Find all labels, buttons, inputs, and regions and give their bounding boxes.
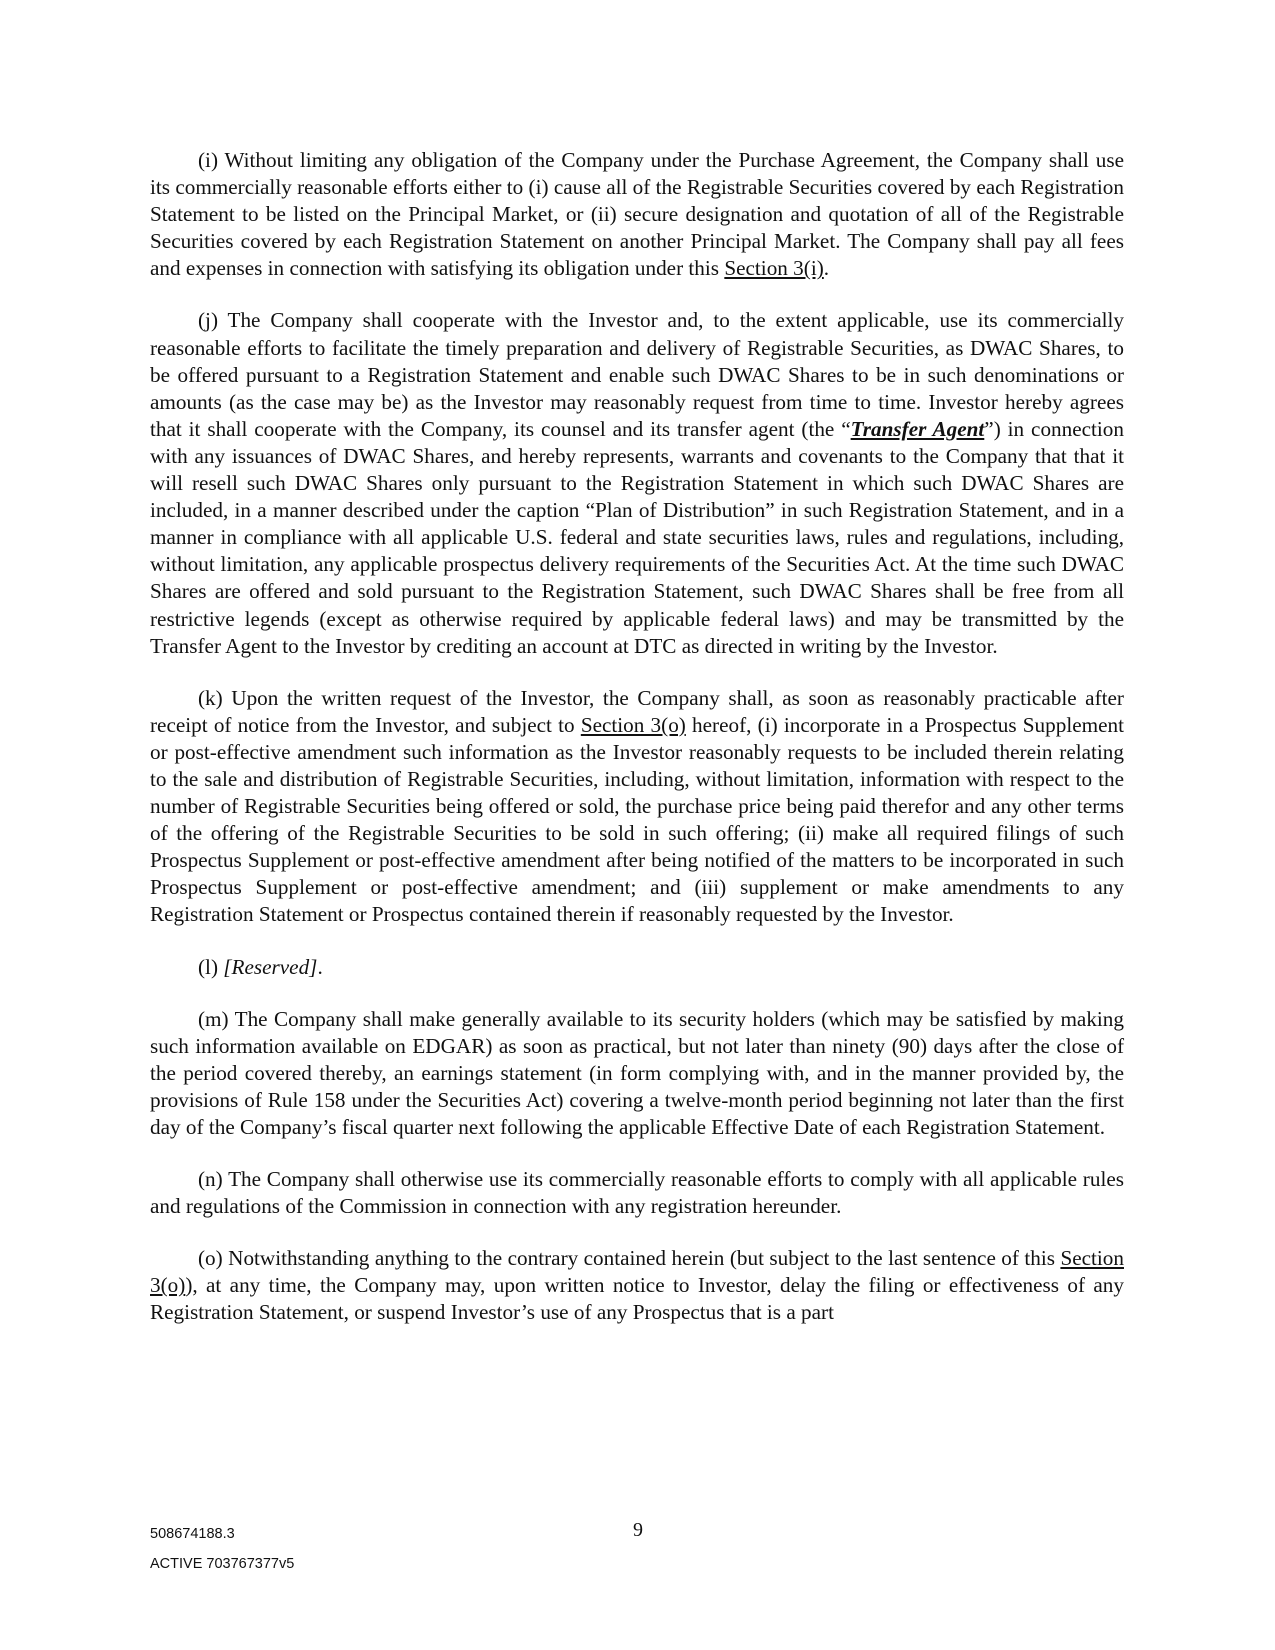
paragraph-n [150,1166,1124,1220]
paragraph-l [150,954,1124,981]
paragraph-i [150,147,1124,282]
footer-doc-id-1: 508674188.3 [150,1526,235,1542]
paragraph-j-part1: (j) The Company shall cooperate with the Investor and, to the extent applicable, use its commercially reasonable efforts to facilitate the timely preparation and delivery of Registrable Securities, as DWAC Shares, to be offered pursuant to a Registration Statement and enable such DWAC Shares to be in such denominations or amounts (as the case may be) as the Investor may reasonably request from time to time. Investor hereby agrees that it shall cooperate with the Company, its counsel and its transfer agent (the “ [150,308,1124,441]
paragraph-l-end: . [317,954,323,979]
section-3i-reference: Section 3(i) [724,256,824,281]
paragraph-j [150,307,1124,659]
paragraph-o-part1: (o) Notwithstanding anything to the contrary contained herein (but subject to the last sentence of this [198,1246,1061,1271]
page-number: 9 [633,1519,643,1541]
section-3o-reference: Section 3(o) [580,712,686,737]
paragraph-k [150,685,1124,929]
paragraph-j-part2: ”) in connection with any issuances of DWAC Shares, and hereby represents, warrants and covenants to the Company that that it will resell such DWAC Shares only pursuant to the Registration Statement in which such DWAC Shares are included, in a manner described under the caption “Plan of Distribution” in such Registration Statement, and in a manner in compliance with all applicable U.S. federal and state securities laws, rules and regulations, including, without limitation, any applicable prospectus delivery requirements of the Securities Act. At the time such DWAC Shares are offered and sold pursuant to the Registration Statement, such DWAC Shares shall be free from all restrictive legends (except as otherwise required by applicable federal laws) and may be transmitted by the Transfer Agent to the Investor by crediting an account at DTC as directed in writing by the Investor. [150,416,1124,658]
paragraph-o-part2: ), at any time, the Company may, upon written notice to Investor, delay the filing or effectiveness of any Registration Statement, or suspend Investor’s use of any Prospectus that is a part [150,1273,1124,1325]
reserved-label: [Reserved] [223,954,318,979]
paragraph-m [150,1006,1124,1141]
paragraph-k-part2: hereof, (i) incorporate in a Prospectus Supplement or post-effective amendment such information as the Investor reasonably requests to be included therein relating to the sale and distribution of Registrable Securities, including, without limitation, information with respect to the number of Registrable Securities being offered or sold, the purchase price being paid therefor and any other terms of the offering of the Registrable Securities to be sold in such offering; (ii) make all required filings of such Prospectus Supplement or post-effective amendment after being notified of the matters to be incorporated in such Prospectus Supplement or post-effective amendment; and (iii) supplement or make amendments to any Registration Statement or Prospectus contained therein if reasonably requested by the Investor. [150,712,1124,927]
paragraph-i-text: (i) Without limiting any obligation of the Company under the Purchase Agreement, the Company shall use its commercially reasonable efforts either to (i) cause all of the Registrable Securities covered by each Registration Statement to be listed on the Principal Market, or (ii) secure designation and quotation of all of the Registrable Securities covered by each Registration Statement on another Principal Market. The Company shall pay all fees and expenses in connection with satisfying its obligation under this [150,148,1124,281]
paragraph-k-part1: (k) Upon the written request of the Investor, the Company shall, as soon as reasonably practicable after receipt of notice from the Investor, and subject to [150,685,1124,737]
paragraph-m-text: (m) The Company shall make generally available to its security holders (which may be satisfied by making such information available on EDGAR) as soon as practical, but not later than ninety (90) days after the close of the period covered thereby, an earnings statement (in form complying with, and in the manner provided by, the provisions of Rule 158 under the Securities Act) covering a twelve-month period beginning not later than the first day of the Company’s fiscal quarter next following the applicable Effective Date of each Registration Statement. [150,1006,1124,1139]
transfer-agent-defined-term: Transfer Agent [850,416,985,441]
paragraph-o [150,1245,1124,1326]
paragraph-i-end: . [823,256,830,281]
document-body [150,147,1124,1352]
footer-doc-id-2: ACTIVE 703767377v5 [150,1556,295,1572]
section-3o-reference-2: Section 3(o) [150,1246,1124,1298]
paragraph-n-text: (n) The Company shall otherwise use its commercially reasonable efforts to comply with all applicable rules and regulations of the Commission in connection with any registration hereunder. [150,1167,1124,1219]
paragraph-l-label: (l) [198,954,224,979]
footer-document-ids [150,1519,294,1579]
